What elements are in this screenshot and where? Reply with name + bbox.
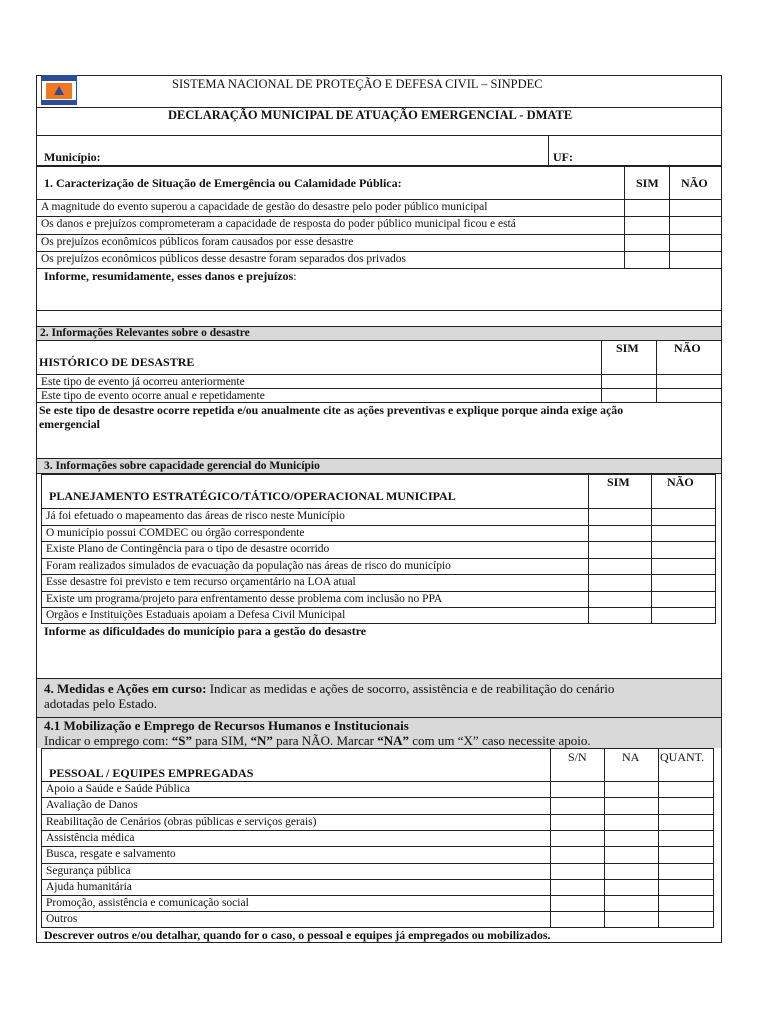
sim-cell[interactable] bbox=[624, 216, 669, 233]
section1-title: 1. Caracterização de Situação de Emergência ou Calamidade Pública: bbox=[44, 176, 402, 190]
row-label: Ajuda humanitária bbox=[46, 880, 132, 893]
section4-title-line2: adotadas pelo Estado. bbox=[44, 696, 157, 711]
row-label: Promoção, assistência e comunicação social bbox=[46, 897, 249, 910]
municipio-field[interactable]: Município: bbox=[44, 150, 101, 164]
section41-subtitle: PESSOAL / EQUIPES EMPREGADAS bbox=[49, 766, 254, 780]
sn-cell[interactable] bbox=[550, 814, 604, 830]
quant-cell[interactable] bbox=[658, 846, 714, 862]
instr-text: para NÃO. Marcar bbox=[272, 733, 378, 748]
na-cell[interactable] bbox=[604, 797, 658, 813]
row-label: Este tipo de evento já ocorreu anteriormente bbox=[41, 376, 245, 388]
section2-nao-header: NÃO bbox=[674, 341, 701, 355]
sn-cell[interactable] bbox=[550, 895, 604, 911]
defesa-civil-logo bbox=[41, 75, 77, 105]
sim-cell[interactable] bbox=[624, 251, 669, 268]
col-sn-header: S/N bbox=[568, 750, 587, 764]
section2-prompt-line2: emergencial bbox=[39, 417, 100, 431]
section3-prompt: Informe as dificuldades do município para a gestão do desastre bbox=[44, 624, 367, 638]
row-label: Busca, resgate e salvamento bbox=[46, 848, 176, 861]
quant-cell[interactable] bbox=[658, 911, 714, 927]
nao-cell[interactable] bbox=[669, 199, 722, 216]
sim-cell[interactable] bbox=[624, 234, 669, 251]
section1-informe-input[interactable] bbox=[37, 282, 721, 310]
row-label: A magnitude do evento superou a capacidade de gestão do desastre pelo poder público municipal bbox=[41, 201, 488, 213]
section3-subtitle: PLANEJAMENTO ESTRATÉGICO/TÁTICO/OPERACIONAL MUNICIPAL bbox=[49, 489, 456, 503]
nao-cell[interactable] bbox=[651, 574, 716, 591]
nao-cell[interactable] bbox=[656, 374, 722, 388]
sim-cell[interactable] bbox=[624, 199, 669, 216]
section3-response-input[interactable] bbox=[37, 640, 721, 678]
row-label: Avaliação de Danos bbox=[46, 799, 138, 812]
section2-prompt-line1: Se este tipo de desastre ocorre repetida e/ou anualmente cite as ações preventivas e explique porque ainda exige ação bbox=[39, 403, 624, 417]
sn-cell[interactable] bbox=[550, 879, 604, 895]
sn-cell[interactable] bbox=[550, 830, 604, 846]
section3-nao-header: NÃO bbox=[667, 475, 694, 489]
nao-cell[interactable] bbox=[651, 558, 716, 575]
sn-cell[interactable] bbox=[550, 781, 604, 797]
row-label: Foram realizados simulados de evacuação da população nas áreas de risco do município bbox=[46, 559, 451, 572]
sim-cell[interactable] bbox=[601, 388, 656, 402]
sim-cell[interactable] bbox=[588, 558, 651, 575]
na-cell[interactable] bbox=[604, 781, 658, 797]
row-label: Os danos e prejuízos comprometeram a capacidade de resposta do poder público municipal ficou e está bbox=[41, 218, 516, 231]
nao-cell[interactable] bbox=[651, 525, 716, 542]
section1-informe-label bbox=[44, 269, 297, 283]
na-cell[interactable] bbox=[604, 911, 658, 927]
nao-cell[interactable] bbox=[669, 216, 722, 233]
section2-title: 2. Informações Relevantes sobre o desastre bbox=[40, 327, 250, 339]
sim-cell[interactable] bbox=[601, 374, 656, 388]
sim-cell[interactable] bbox=[588, 591, 651, 608]
section3-title: 3. Informações sobre capacidade gerencial do Município bbox=[44, 460, 320, 472]
section41-footer: Descrever outros e/ou detalhar, quando for o caso, o pessoal e equipes já empregados ou mobilizados. bbox=[44, 928, 551, 942]
na-cell[interactable] bbox=[604, 846, 658, 862]
nao-cell[interactable] bbox=[669, 251, 722, 268]
sn-cell[interactable] bbox=[550, 797, 604, 813]
section2-response-input[interactable] bbox=[37, 432, 721, 458]
row-label: Apoio a Saúde e Saúde Pública bbox=[46, 783, 191, 795]
row-label: Existe um programa/projeto para enfrentamento desse problema com inclusão no PPA bbox=[46, 592, 443, 605]
colon: : bbox=[293, 269, 297, 283]
sim-cell[interactable] bbox=[588, 508, 651, 525]
section2-sim-header: SIM bbox=[616, 341, 639, 355]
col-na-header: NA bbox=[622, 750, 640, 764]
uf-field[interactable]: UF: bbox=[553, 150, 573, 164]
row-label: O município possui COMDEC ou órgão correspondente bbox=[46, 526, 305, 539]
row-label: Orgãos e Instituições Estaduais apoiam a Defesa Civil Municipal bbox=[46, 609, 346, 621]
row-label: Existe Plano de Contingência para o tipo de desastre ocorrido bbox=[46, 543, 330, 555]
sim-cell[interactable] bbox=[588, 525, 651, 542]
section1-nao-header: NÃO bbox=[681, 176, 708, 190]
sim-cell[interactable] bbox=[588, 541, 651, 558]
instr-s: “S” bbox=[171, 733, 193, 748]
sn-cell[interactable] bbox=[550, 863, 604, 879]
na-cell[interactable] bbox=[604, 830, 658, 846]
row-label: Esse desastre foi previsto e tem recurso orçamentário na LOA atual bbox=[46, 576, 356, 588]
nao-cell[interactable] bbox=[651, 508, 716, 525]
sim-cell[interactable] bbox=[588, 574, 651, 591]
quant-cell[interactable] bbox=[658, 781, 714, 797]
instr-text: Indicar o emprego com: bbox=[44, 733, 172, 748]
section4-title bbox=[44, 681, 614, 711]
quant-cell[interactable] bbox=[658, 863, 714, 879]
quant-cell[interactable] bbox=[658, 814, 714, 830]
form-title: DECLARAÇÃO MUNICIPAL DE ATUAÇÃO EMERGENCIAL - DMATE bbox=[168, 108, 573, 122]
row-label: Os prejuízos econômicos públicos desse desastre foram separados dos privados bbox=[41, 252, 407, 265]
instr-n: “N” bbox=[250, 733, 273, 748]
na-cell[interactable] bbox=[604, 879, 658, 895]
nao-cell[interactable] bbox=[651, 591, 716, 608]
nao-cell[interactable] bbox=[651, 541, 716, 558]
col-quant-header: QUANT. bbox=[660, 750, 705, 764]
instr-text: com um “X” caso necessite apoio. bbox=[409, 733, 591, 748]
row-label: Já foi efetuado o mapeamento das áreas de risco neste Município bbox=[46, 510, 345, 522]
section3-sim-header: SIM bbox=[607, 475, 630, 489]
row-label: Os prejuízos econômicos públicos foram causados por esse desastre bbox=[41, 235, 354, 248]
quant-cell[interactable] bbox=[658, 895, 714, 911]
instr-text: para SIM, bbox=[192, 733, 251, 748]
sn-cell[interactable] bbox=[550, 911, 604, 927]
sim-cell[interactable] bbox=[588, 607, 651, 624]
system-title: SISTEMA NACIONAL DE PROTEÇÃO E DEFESA CIVIL – SINPDEC bbox=[172, 77, 543, 91]
na-cell[interactable] bbox=[604, 895, 658, 911]
nao-cell[interactable] bbox=[669, 234, 722, 251]
na-cell[interactable] bbox=[604, 814, 658, 830]
section41-title: 4.1 Mobilização e Emprego de Recursos Humanos e Institucionais bbox=[44, 718, 409, 733]
quant-cell[interactable] bbox=[658, 879, 714, 895]
nao-cell[interactable] bbox=[656, 388, 722, 402]
row-label: Reabilitação de Cenários (obras públicas e serviços gerais) bbox=[46, 815, 317, 828]
section1-sim-header: SIM bbox=[636, 176, 659, 190]
row-label: Assistência médica bbox=[46, 831, 135, 844]
quant-cell[interactable] bbox=[658, 797, 714, 813]
quant-cell[interactable] bbox=[658, 830, 714, 846]
section41-instructions bbox=[44, 733, 591, 748]
sn-cell[interactable] bbox=[550, 846, 604, 862]
section4-title-bold: 4. Medidas e Ações em curso: bbox=[44, 681, 207, 696]
row-label: Outros bbox=[46, 913, 78, 926]
informe-label-text: Informe, resumidamente, esses danos e prejuízos bbox=[44, 269, 294, 283]
section2-subtitle: HISTÓRICO DE DESASTRE bbox=[39, 355, 195, 369]
section4-title-rest: Indicar as medidas e ações de socorro, assistência e de reabilitação do cenário bbox=[206, 681, 615, 696]
nao-cell[interactable] bbox=[651, 607, 716, 624]
na-cell[interactable] bbox=[604, 863, 658, 879]
row-label: Este tipo de evento ocorre anual e repetidamente bbox=[41, 390, 265, 402]
instr-na: “NA” bbox=[377, 733, 410, 748]
row-label: Segurança pública bbox=[46, 864, 131, 877]
